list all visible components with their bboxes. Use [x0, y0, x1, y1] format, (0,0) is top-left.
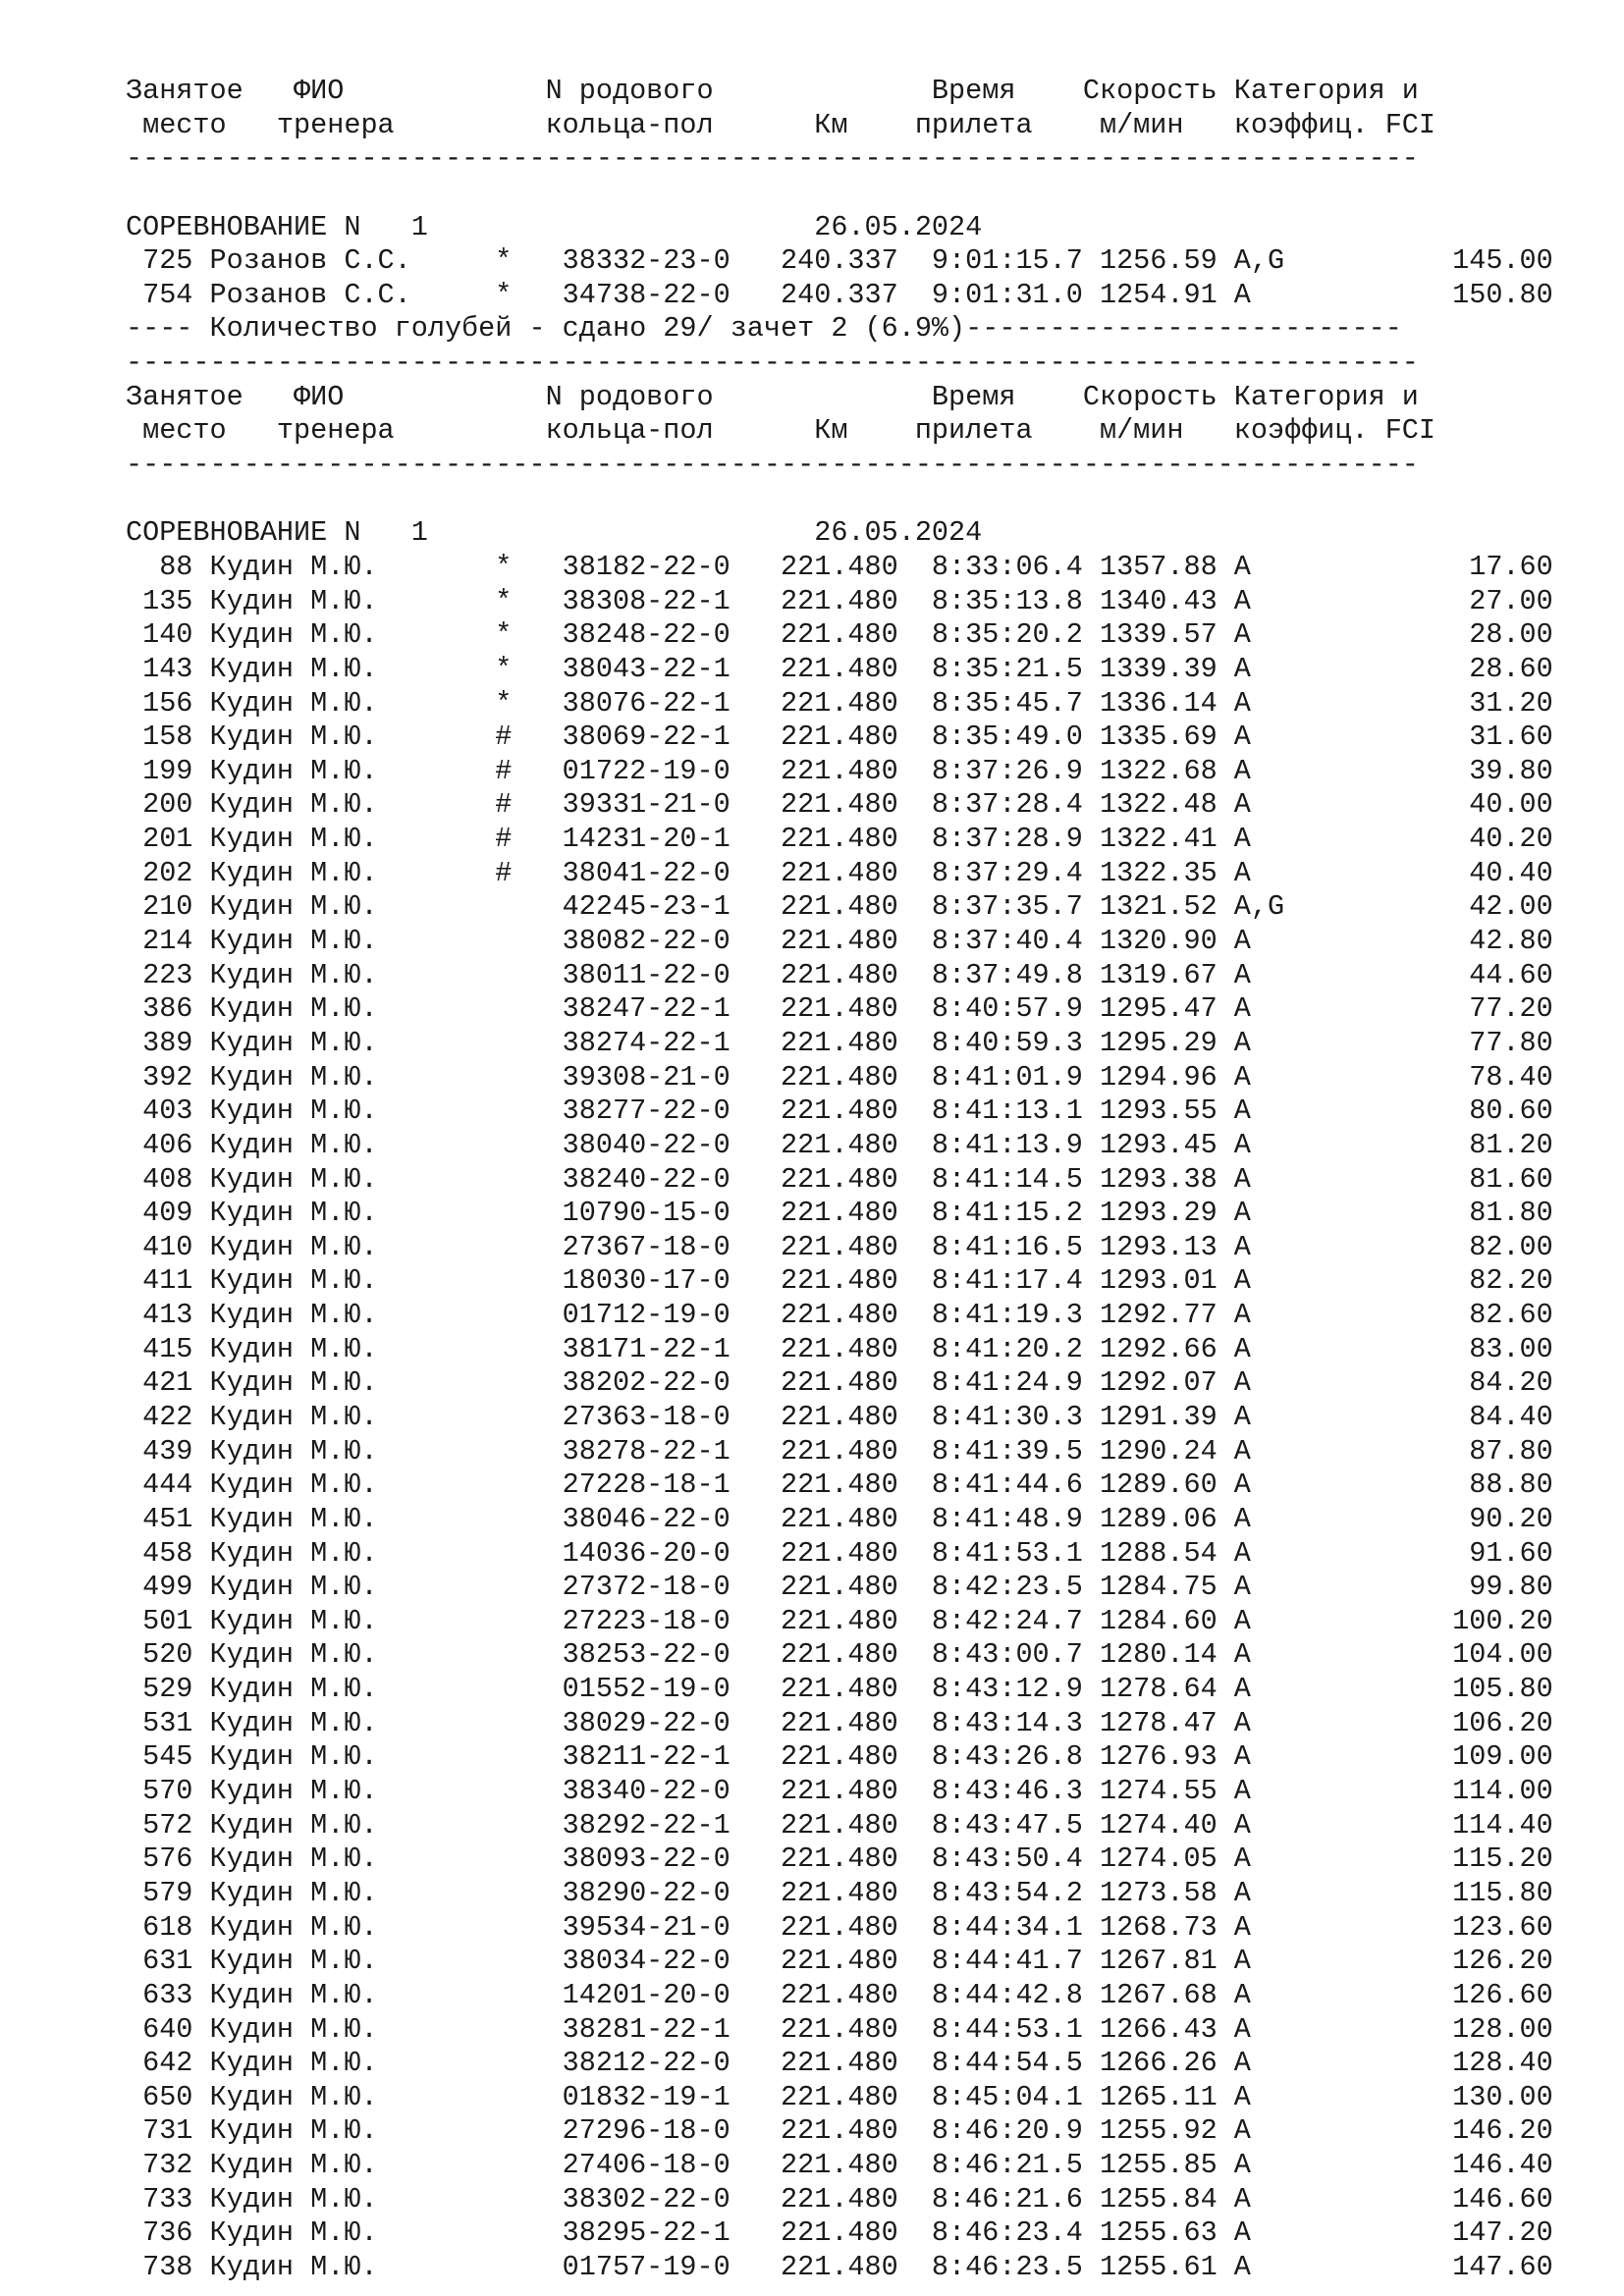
result-row: 732 Кудин М.Ю. 27406-18-0 221.480 8:46:21.5 1255.85 A 146.40 — [126, 2149, 1553, 2182]
result-row: 451 Кудин М.Ю. 38046-22-0 221.480 8:41:48.9 1289.06 A 90.20 — [126, 1502, 1553, 1535]
column-header-line-1: Занятое ФИО N родового Время Скорость Категория и — [126, 75, 1419, 107]
result-row: 633 Кудин М.Ю. 14201-20-0 221.480 8:44:42.8 1267.68 A 126.60 — [126, 1978, 1553, 2011]
result-row: 223 Кудин М.Ю. 38011-22-0 221.480 8:37:49.8 1319.67 A 44.60 — [126, 958, 1553, 991]
competition-title: СОРЕВНОВАНИЕ N 1 26.05.2024 — [126, 516, 983, 550]
result-row: 88 Кудин М.Ю. * 38182-22-0 221.480 8:33:06.4 1357.88 A 17.60 — [126, 550, 1553, 583]
section-2-results — [126, 551, 1598, 2285]
section-1-results — [126, 244, 1598, 312]
result-row: 501 Кудин М.Ю. 27223-18-0 221.480 8:42:24.7 1284.60 A 100.20 — [126, 1604, 1553, 1637]
column-header-line-2: место тренера кольца-пол Км прилета м/мин коэффиц. FCI — [126, 414, 1436, 448]
result-row: 738 Кудин М.Ю. 01757-19-0 221.480 8:46:23.5 1255.61 A 147.60 — [126, 2251, 1553, 2283]
result-row: 135 Кудин М.Ю. * 38308-22-1 221.480 8:35:13.8 1340.43 A 27.00 — [126, 584, 1553, 617]
result-row: 529 Кудин М.Ю. 01552-19-0 221.480 8:43:12.9 1278.64 A 105.80 — [126, 1673, 1553, 1706]
result-row: 631 Кудин М.Ю. 38034-22-0 221.480 8:44:41.7 1267.81 A 126.20 — [126, 1945, 1553, 1978]
result-row: 531 Кудин М.Ю. 38029-22-0 221.480 8:43:14.3 1278.47 A 106.20 — [126, 1706, 1553, 1739]
result-row: 579 Кудин М.Ю. 38290-22-0 221.480 8:43:54.2 1273.58 A 115.80 — [126, 1876, 1553, 1909]
result-row: 545 Кудин М.Ю. 38211-22-1 221.480 8:43:26.8 1276.93 A 109.00 — [126, 1740, 1553, 1774]
competition-title: СОРЕВНОВАНИЕ N 1 26.05.2024 — [126, 210, 983, 243]
result-row: 200 Кудин М.Ю. # 39331-21-0 221.480 8:37:28.4 1322.48 A 40.00 — [126, 788, 1553, 822]
result-row: 520 Кудин М.Ю. 38253-22-0 221.480 8:43:00.7 1280.14 A 104.00 — [126, 1638, 1553, 1672]
result-row: 202 Кудин М.Ю. # 38041-22-0 221.480 8:37:29.4 1322.35 A 40.40 — [126, 856, 1553, 889]
blank-line — [126, 177, 1598, 211]
result-row: 572 Кудин М.Ю. 38292-22-1 221.480 8:43:47.5 1274.40 A 114.40 — [126, 1808, 1553, 1842]
result-row: 570 Кудин М.Ю. 38340-22-0 221.480 8:43:46.3 1274.55 A 114.00 — [126, 1775, 1553, 1808]
result-row: 386 Кудин М.Ю. 38247-22-1 221.480 8:40:57.9 1295.47 A 77.20 — [126, 992, 1553, 1026]
result-row: 421 Кудин М.Ю. 38202-22-0 221.480 8:41:24.9 1292.07 A 84.20 — [126, 1366, 1553, 1400]
result-row: 736 Кудин М.Ю. 38295-22-1 221.480 8:46:23.4 1255.63 A 147.20 — [126, 2216, 1553, 2250]
result-row: 725 Розанов С.С. * 38332-23-0 240.337 9:01:15.7 1256.59 A,G 145.00 — [126, 244, 1553, 278]
result-row: 408 Кудин М.Ю. 38240-22-0 221.480 8:41:14.5 1293.38 A 81.60 — [126, 1162, 1553, 1196]
result-row: 439 Кудин М.Ю. 38278-22-1 221.480 8:41:39.5 1290.24 A 87.80 — [126, 1434, 1553, 1468]
result-row: 413 Кудин М.Ю. 01712-19-0 221.480 8:41:19.3 1292.77 A 82.60 — [126, 1299, 1553, 1332]
result-row: 156 Кудин М.Ю. * 38076-22-1 221.480 8:35:45.7 1336.14 A 31.20 — [126, 686, 1553, 720]
result-row: 576 Кудин М.Ю. 38093-22-0 221.480 8:43:50.4 1274.05 A 115.20 — [126, 1842, 1553, 1876]
result-row: 214 Кудин М.Ю. 38082-22-0 221.480 8:37:40.4 1320.90 A 42.80 — [126, 925, 1553, 958]
result-row: 201 Кудин М.Ю. # 14231-20-1 221.480 8:37:28.9 1322.41 A 40.20 — [126, 823, 1553, 856]
result-row: 409 Кудин М.Ю. 10790-15-0 221.480 8:41:15.2 1293.29 A 81.80 — [126, 1197, 1553, 1230]
result-row: 403 Кудин М.Ю. 38277-22-0 221.480 8:41:13.1 1293.55 A 80.60 — [126, 1095, 1553, 1128]
result-row: 199 Кудин М.Ю. # 01722-19-0 221.480 8:37:26.9 1322.68 A 39.80 — [126, 754, 1553, 787]
result-row: 143 Кудин М.Ю. * 38043-22-1 221.480 8:35:21.5 1339.39 A 28.60 — [126, 652, 1553, 685]
result-row: 642 Кудин М.Ю. 38212-22-0 221.480 8:44:54.5 1266.26 A 128.40 — [126, 2047, 1553, 2080]
result-row: 406 Кудин М.Ю. 38040-22-0 221.480 8:41:13.9 1293.45 A 81.20 — [126, 1128, 1553, 1161]
blank-line — [126, 483, 1598, 517]
result-row: 422 Кудин М.Ю. 27363-18-0 221.480 8:41:30.3 1291.39 A 84.40 — [126, 1400, 1553, 1433]
column-header-line-1: Занятое ФИО N родового Время Скорость Категория и — [126, 380, 1419, 413]
header-rule: ----------------------------------------------------------------------------- — [126, 449, 1419, 482]
result-row: 650 Кудин М.Ю. 01832-19-1 221.480 8:45:04.1 1265.11 A 130.00 — [126, 2080, 1553, 2113]
result-row: 618 Кудин М.Ю. 39534-21-0 221.480 8:44:34.1 1268.73 A 123.60 — [126, 1910, 1553, 1944]
result-row: 389 Кудин М.Ю. 38274-22-1 221.480 8:40:59.3 1295.29 A 77.80 — [126, 1026, 1553, 1059]
header-rule: ----------------------------------------------------------------------------- — [126, 142, 1419, 176]
result-row: 458 Кудин М.Ю. 14036-20-0 221.480 8:41:53.1 1288.54 A 91.60 — [126, 1536, 1553, 1570]
result-row: 392 Кудин М.Ю. 39308-21-0 221.480 8:41:01.9 1294.96 A 78.40 — [126, 1060, 1553, 1094]
result-row: 158 Кудин М.Ю. # 38069-22-1 221.480 8:35:49.0 1335.69 A 31.60 — [126, 721, 1553, 754]
result-row: 411 Кудин М.Ю. 18030-17-0 221.480 8:41:17.4 1293.01 A 82.20 — [126, 1264, 1553, 1298]
section-summary: ---- Количество голубей - сдано 29/ зачет 2 (6.9%)-------------------------- — [126, 312, 1402, 346]
result-row: 444 Кудин М.Ю. 27228-18-1 221.480 8:41:44.6 1289.60 A 88.80 — [126, 1468, 1553, 1502]
section-end-rule: ----------------------------------------------------------------------------- — [126, 347, 1419, 380]
results-sheet — [126, 75, 1598, 2285]
result-row: 140 Кудин М.Ю. * 38248-22-0 221.480 8:35:20.2 1339.57 A 28.00 — [126, 618, 1553, 652]
result-row: 754 Розанов С.С. * 34738-22-0 240.337 9:01:31.0 1254.91 A 150.80 — [126, 278, 1553, 311]
result-row: 731 Кудин М.Ю. 27296-18-0 221.480 8:46:20.9 1255.92 A 146.20 — [126, 2114, 1553, 2148]
result-row: 410 Кудин М.Ю. 27367-18-0 221.480 8:41:16.5 1293.13 A 82.00 — [126, 1230, 1553, 1263]
result-row: 499 Кудин М.Ю. 27372-18-0 221.480 8:42:23.5 1284.75 A 99.80 — [126, 1571, 1553, 1604]
result-row: 733 Кудин М.Ю. 38302-22-0 221.480 8:46:21.6 1255.84 A 146.60 — [126, 2182, 1553, 2216]
result-row: 415 Кудин М.Ю. 38171-22-1 221.480 8:41:20.2 1292.66 A 83.00 — [126, 1332, 1553, 1365]
column-header-line-2: место тренера кольца-пол Км прилета м/мин коэффиц. FCI — [126, 108, 1436, 141]
result-row: 640 Кудин М.Ю. 38281-22-1 221.480 8:44:53.1 1266.43 A 128.00 — [126, 2012, 1553, 2046]
result-row: 210 Кудин М.Ю. 42245-23-1 221.480 8:37:35.7 1321.52 A,G 42.00 — [126, 890, 1553, 924]
